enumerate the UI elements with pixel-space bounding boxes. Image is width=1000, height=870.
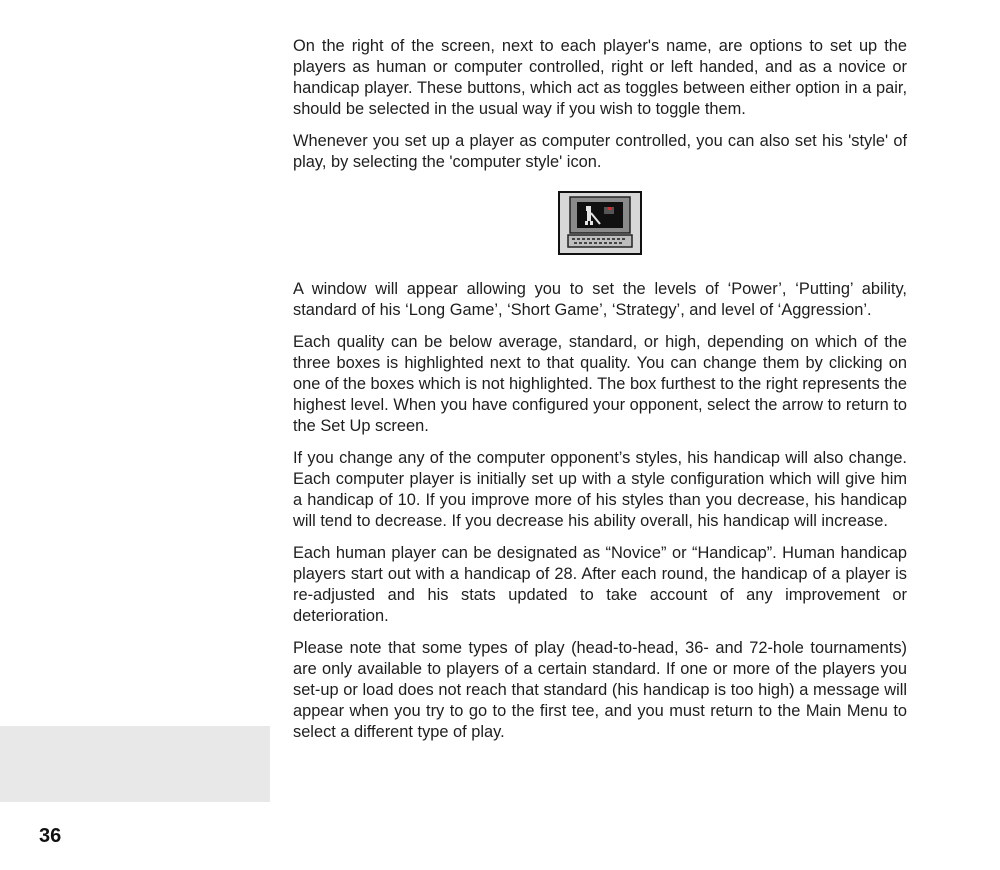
paragraph-handicap-change: If you change any of the computer opponent’s styles, his handicap will also change. Each computer player is initially set up with a style configuration which will give him a handicap of 10. If you improve more of his styles than you decrease, his handicap will tend to decrease. If you decrease his ability overall, his handicap will increase. xyxy=(293,449,907,530)
computer-style-icon xyxy=(558,191,642,255)
paragraph-computer-style: Whenever you set up a player as computer controlled, you can also set his 'style' of play, by selecting the 'computer style' icon. xyxy=(293,132,907,171)
paragraph-human-player: Each human player can be designated as “Novice” or “Handicap”. Human handicap players start out with a handicap of 28. After each round, the handicap of a player is re-adjusted and his stats updated to take account of any improvement or deterioration. xyxy=(293,544,907,625)
page-number: 36 xyxy=(39,825,62,847)
paragraph-style-window: A window will appear allowing you to set the levels of ‘Power’, ‘Putting’ ability, standard of his ‘Long Game’, ‘Short Game’, ‘Strategy’, and level of ‘Aggression’. xyxy=(293,280,907,319)
paragraph-play-restrictions: Please note that some types of play (head-to-head, 36- and 72-hole tournaments) are only available to players of a certain standard. If one or more of the players you set-up or load does not reach that standard (his handicap is too high) a message will appear when you try to go to the first tee, and you must return to the Main Menu to select a different type of play. xyxy=(293,639,907,741)
icon-figure xyxy=(293,191,907,255)
paragraph-player-options: On the right of the screen, next to each player's name, are options to set up the players as human or computer controlled, right or left handed, and as a novice or handicap player. These buttons, which act as toggles between either option in a pair, should be selected in the usual way if you wish to toggle them. xyxy=(293,37,907,118)
margin-shade-box xyxy=(0,726,270,802)
paragraph-quality-levels: Each quality can be below average, standard, or high, depending on which of the three boxes is highlighted next to that quality. You can change them by clicking on one of the boxes which is not highlighted. The box furthest to the right represents the highest level. When you have configured your opponent, select the arrow to return to the Set Up screen. xyxy=(293,333,907,435)
page-body xyxy=(293,36,907,754)
